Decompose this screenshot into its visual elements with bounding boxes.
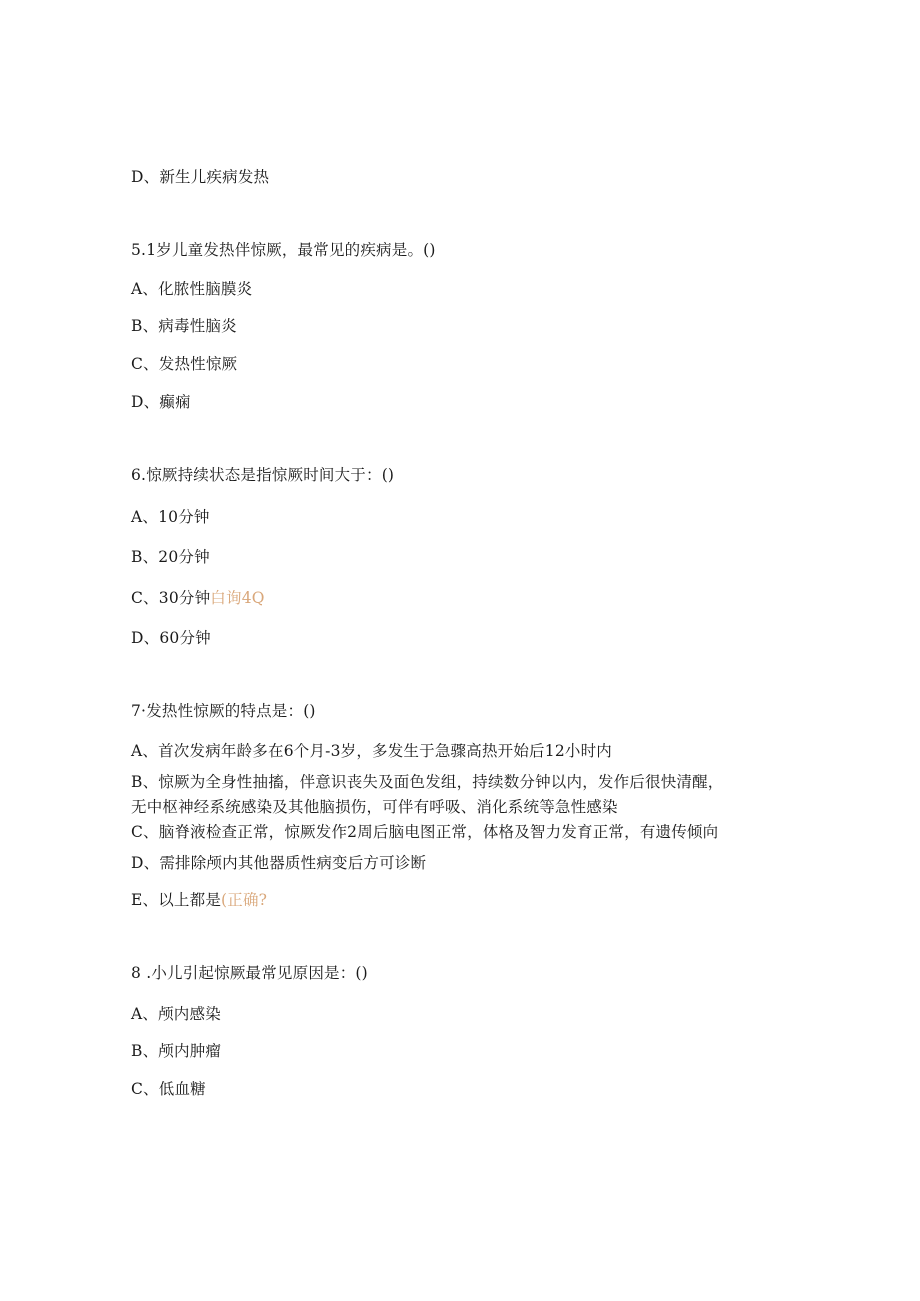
q6-option-b: B、20分钟 (131, 548, 210, 566)
q6-option-a: A、10分钟 (131, 508, 210, 526)
q7-answer-note: (正确? (221, 891, 268, 909)
q7-option-c: C、脑脊液检查正常，惊厥发作2周后脑电图正常，体格及智力发育正常，有遗传倾向 (131, 823, 719, 841)
q5-option-b: B、病毒性脑炎 (131, 317, 237, 335)
q7-option-a: A、首次发病年龄多在6个月-3岁，多发生于急骤高热开始后12小时内 (131, 742, 612, 760)
q7-option-b-cont: 无中枢神经系统感染及其他脑损伤，可伴有呼吸、消化系统等急性感染 (131, 798, 618, 816)
q7-option-b: B、惊厥为全身性抽搐，伴意识丧失及面色发组，持续数分钟以内，发作后很快清醒， (131, 773, 724, 791)
q7-option-d: D、需排除颅内其他器质性病变后方可诊断 (131, 854, 427, 872)
q6-option-c-text: C、30分钟 (131, 589, 211, 607)
q8-stem: 8 .小儿引起惊厥最常见原因是：() (131, 964, 368, 982)
q6-option-d: D、60分钟 (131, 629, 211, 647)
q7-stem: 7·发热性惊厥的特点是：() (131, 702, 316, 720)
q8-option-a: A、颅内感染 (131, 1005, 221, 1023)
q6-option-c (131, 588, 265, 608)
q4-option-d: D、新生儿疾病发热 (131, 168, 270, 186)
q5-stem: 5.1岁儿童发热伴惊厥，最常见的疾病是。() (131, 241, 436, 259)
q5-option-c: C、发热性惊厥 (131, 355, 238, 373)
q5-option-d: D、癫痫 (131, 393, 191, 411)
q7-option-e (131, 890, 267, 910)
q5-option-a: A、化脓性脑膜炎 (131, 280, 253, 298)
q8-option-b: B、颅内肿瘤 (131, 1042, 222, 1060)
q6-answer-note: 白询4Q (210, 589, 265, 607)
q6-stem: 6.惊厥持续状态是指惊厥时间大于：() (131, 466, 395, 484)
q7-option-e-text: E、以上都是 (131, 891, 222, 909)
q8-option-c: C、低血糖 (131, 1080, 206, 1098)
